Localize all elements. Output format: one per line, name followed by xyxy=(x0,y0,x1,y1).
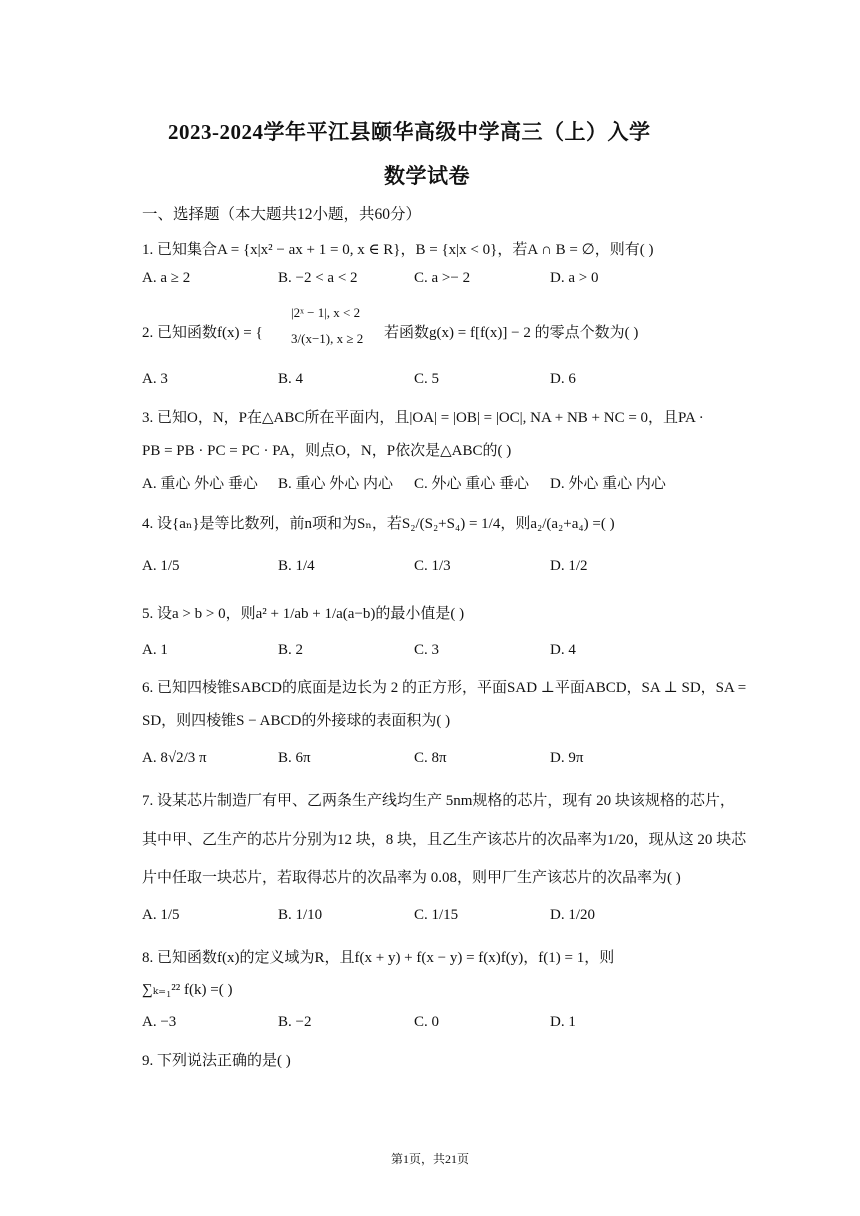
q1-option-d: D. a > 0 xyxy=(550,270,599,286)
q8-option-b: B. −2 xyxy=(278,1014,312,1030)
q5-option-b: B. 2 xyxy=(278,642,304,658)
q4-option-c: C. 1/3 xyxy=(414,558,451,574)
q5-option-a: A. 1 xyxy=(142,642,168,658)
q6-option-c: C. 8π xyxy=(414,750,447,766)
q8-option-d: D. 1 xyxy=(550,1014,576,1030)
page-footer: 第1页，共21页 xyxy=(390,1152,469,1166)
question-7-line-3: 片中任取一块芯片，若取得芯片的次品率为 0.08，则甲厂生产该芯片的次品率为( ) xyxy=(142,870,681,886)
question-7-line-2: 其中甲、乙生产的芯片分别为12 块，8 块，且乙生产该芯片的次品率为1/20，现从这 20 块芯 xyxy=(142,832,747,848)
q5-option-d: D. 4 xyxy=(550,642,576,658)
question-3-line-1: 3. 已知O，N，P在△ABC所在平面内，且|OA| = |OB| = |OC|, NA + NB + NC = 0，且PA · xyxy=(142,410,704,426)
title-line-2: 数学试卷 xyxy=(384,164,470,188)
q8-option-a: A. −3 xyxy=(142,1014,177,1030)
q7-option-a: A. 1/5 xyxy=(142,907,180,923)
q3-option-b: B. 重心 外心 内心 xyxy=(278,476,394,492)
q2-piece-1: |2ˣ − 1|, x < 2 xyxy=(291,305,361,320)
q4-option-b: B. 1/4 xyxy=(278,558,315,574)
question-1: 1. 已知集合A = {x|x² − ax + 1 = 0, x ∈ R}，B = {x|x < 0}，若A ∩ B = ∅，则有( ) xyxy=(142,242,654,258)
section-heading: 一、选择题（本大题共12小题，共60分） xyxy=(142,206,422,223)
q6-option-d: D. 9π xyxy=(550,750,584,766)
question-7-line-1: 7. 设某芯片制造厂有甲、乙两条生产线均生产 5nm规格的芯片，现有 20 块该规格的芯片， xyxy=(142,793,735,809)
title-line-1: 2023-2024学年平江县颐华高级中学高三（上）入学 xyxy=(168,120,651,144)
question-8-line-1: 8. 已知函数f(x)的定义域为R，且f(x + y) + f(x − y) = f(x)f(y)，f(1) = 1，则 xyxy=(142,950,615,966)
q6-option-a: A. 8√2/3 π xyxy=(142,750,207,766)
q7-option-d: D. 1/20 xyxy=(550,907,595,923)
q8-option-c: C. 0 xyxy=(414,1014,440,1030)
q1-option-c: C. a >− 2 xyxy=(414,270,471,286)
question-4: 4. 设{aₙ}是等比数列，前n项和为Sₙ，若S₂/(S₂+S₄) = 1/4，则a₂/(a₂+a₄) =( ) xyxy=(142,516,615,532)
q6-option-b: B. 6π xyxy=(278,750,311,766)
q2-option-c: C. 5 xyxy=(414,371,440,387)
q3-option-d: D. 外心 重心 内心 xyxy=(550,476,666,492)
question-3-line-2: PB = PB · PC = PC · PA，则点O，N，P依次是△ABC的( ) xyxy=(142,443,512,459)
q2-piece-2: 3/(x−1), x ≥ 2 xyxy=(291,331,364,346)
q1-option-b: B. −2 < a < 2 xyxy=(278,270,358,286)
question-5: 5. 设a > b > 0，则a² + 1/ab + 1/a(a−b)的最小值是( ) xyxy=(142,606,465,622)
question-2-tail: 若函数g(x) = f[f(x)] − 2 的零点个数为( ) xyxy=(384,325,639,341)
question-2-head: 2. 已知函数f(x) = { xyxy=(142,325,263,341)
question-9: 9. 下列说法正确的是( ) xyxy=(142,1053,291,1069)
q3-option-c: C. 外心 重心 垂心 xyxy=(414,476,530,492)
q2-option-d: D. 6 xyxy=(550,371,576,387)
question-6-line-1: 6. 已知四棱锥SABCD的底面是边长为 2 的正方形，平面SAD ⊥平面ABCD，SA ⊥ SD，SA = xyxy=(142,680,747,696)
question-6-line-2: SD，则四棱锥S − ABCD的外接球的表面积为( ) xyxy=(142,713,451,729)
q4-option-a: A. 1/5 xyxy=(142,558,180,574)
q7-option-b: B. 1/10 xyxy=(278,907,323,923)
q5-option-c: C. 3 xyxy=(414,642,440,658)
question-8-line-2: ∑ₖ₌₁²² f(k) =( ) xyxy=(142,982,233,998)
q2-option-a: A. 3 xyxy=(142,371,168,387)
q1-option-a: A. a ≥ 2 xyxy=(142,270,191,286)
q4-option-d: D. 1/2 xyxy=(550,558,588,574)
q3-option-a: A. 重心 外心 垂心 xyxy=(142,476,258,492)
q2-option-b: B. 4 xyxy=(278,371,304,387)
q7-option-c: C. 1/15 xyxy=(414,907,459,923)
